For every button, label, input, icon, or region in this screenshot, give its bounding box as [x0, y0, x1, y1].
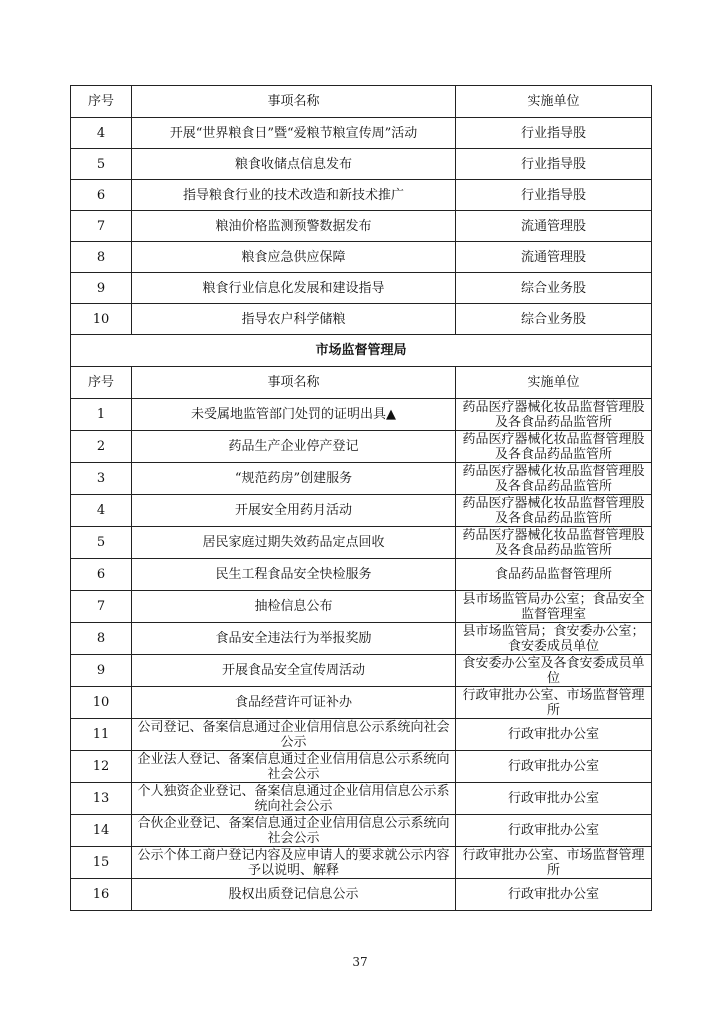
row-number: 2	[71, 431, 132, 463]
row-number: 9	[71, 655, 132, 687]
implementing-unit: 食品药品监督管理所	[456, 559, 652, 591]
row-number: 12	[71, 751, 132, 783]
implementing-unit: 流通管理股	[456, 242, 652, 273]
row-number: 4	[71, 118, 132, 149]
table-row	[71, 751, 652, 783]
item-name: 食品安全违法行为举报奖励	[132, 623, 456, 655]
document-table	[70, 85, 652, 911]
row-number: 7	[71, 211, 132, 242]
table-row	[71, 495, 652, 527]
implementing-unit: 行政审批办公室	[456, 783, 652, 815]
implementing-unit: 行政审批办公室	[456, 719, 652, 751]
row-number: 5	[71, 149, 132, 180]
item-name: 药品生产企业停产登记	[132, 431, 456, 463]
table-row	[71, 719, 652, 751]
implementing-unit: 药品医疗器械化妆品监督管理股及各食品药品监管所	[456, 527, 652, 559]
item-name: 企业法人登记、备案信息通过企业信用信息公示系统向社会公示	[132, 751, 456, 783]
table-row	[71, 879, 652, 911]
implementing-unit: 药品医疗器械化妆品监督管理股及各食品药品监管所	[456, 399, 652, 431]
header-row	[71, 86, 652, 118]
implementing-unit: 食安委办公室及各食安委成员单位	[456, 655, 652, 687]
item-name: 未受属地监管部门处罚的证明出具▲	[132, 399, 456, 431]
table-row	[71, 399, 652, 431]
table-row	[71, 211, 652, 242]
row-number: 4	[71, 495, 132, 527]
implementing-unit: 流通管理股	[456, 211, 652, 242]
table-row	[71, 463, 652, 495]
item-name: 开展安全用药月活动	[132, 495, 456, 527]
header-cell-no: 序号	[71, 86, 132, 118]
row-number: 3	[71, 463, 132, 495]
implementing-unit: 行政审批办公室、市场监督管理所	[456, 687, 652, 719]
table-row	[71, 149, 652, 180]
table-row	[71, 591, 652, 623]
table-row	[71, 180, 652, 211]
row-number: 6	[71, 559, 132, 591]
table-row	[71, 815, 652, 847]
item-name: “规范药房”创建服务	[132, 463, 456, 495]
row-number: 16	[71, 879, 132, 911]
item-name: 个人独资企业登记、备案信息通过企业信用信息公示系统向社会公示	[132, 783, 456, 815]
header-cell-no: 序号	[71, 367, 132, 399]
header-cell-unit: 实施单位	[456, 367, 652, 399]
section-title: 市场监督管理局	[71, 335, 652, 367]
section-title-row	[71, 335, 652, 367]
row-number: 7	[71, 591, 132, 623]
item-name: 居民家庭过期失效药品定点回收	[132, 527, 456, 559]
implementing-unit: 行业指导股	[456, 149, 652, 180]
implementing-unit: 药品医疗器械化妆品监督管理股及各食品药品监管所	[456, 431, 652, 463]
table-row	[71, 655, 652, 687]
table-row	[71, 623, 652, 655]
implementing-unit: 药品医疗器械化妆品监督管理股及各食品药品监管所	[456, 463, 652, 495]
implementing-unit: 综合业务股	[456, 304, 652, 335]
item-name: 粮食收储点信息发布	[132, 149, 456, 180]
item-name: 食品经营许可证补办	[132, 687, 456, 719]
row-number: 6	[71, 180, 132, 211]
item-name: 民生工程食品安全快检服务	[132, 559, 456, 591]
row-number: 11	[71, 719, 132, 751]
table-row	[71, 687, 652, 719]
header-cell-name: 事项名称	[132, 86, 456, 118]
implementing-unit: 综合业务股	[456, 273, 652, 304]
row-number: 13	[71, 783, 132, 815]
item-name: 指导粮食行业的技术改造和新技术推广	[132, 180, 456, 211]
implementing-unit: 县市场监管局办公室；食品安全监督管理室	[456, 591, 652, 623]
implementing-unit: 行政审批办公室	[456, 751, 652, 783]
row-number: 1	[71, 399, 132, 431]
row-number: 14	[71, 815, 132, 847]
implementing-unit: 药品医疗器械化妆品监督管理股及各食品药品监管所	[456, 495, 652, 527]
implementing-unit: 行业指导股	[456, 118, 652, 149]
table-row	[71, 527, 652, 559]
header-cell-unit: 实施单位	[456, 86, 652, 118]
row-number: 8	[71, 242, 132, 273]
row-number: 10	[71, 687, 132, 719]
table-row	[71, 783, 652, 815]
item-name: 指导农户科学储粮	[132, 304, 456, 335]
implementing-unit: 行政审批办公室	[456, 879, 652, 911]
item-name: 粮油价格监测预警数据发布	[132, 211, 456, 242]
table-row	[71, 118, 652, 149]
table-row	[71, 273, 652, 304]
row-number: 9	[71, 273, 132, 304]
item-name: 粮食行业信息化发展和建设指导	[132, 273, 456, 304]
implementing-unit: 行业指导股	[456, 180, 652, 211]
row-number: 10	[71, 304, 132, 335]
table-row	[71, 431, 652, 463]
implementing-unit: 行政审批办公室	[456, 815, 652, 847]
row-number: 15	[71, 847, 132, 879]
implementing-unit: 县市场监管局；食安委办公室；食安委成员单位	[456, 623, 652, 655]
item-name: 股权出质登记信息公示	[132, 879, 456, 911]
row-number: 5	[71, 527, 132, 559]
table-row	[71, 559, 652, 591]
item-name: 合伙企业登记、备案信息通过企业信用信息公示系统向社会公示	[132, 815, 456, 847]
item-name: 粮食应急供应保障	[132, 242, 456, 273]
table-row	[71, 242, 652, 273]
table-row	[71, 304, 652, 335]
item-name: 公示个体工商户登记内容及应申请人的要求就公示内容予以说明、解释	[132, 847, 456, 879]
item-name: 开展食品安全宣传周活动	[132, 655, 456, 687]
implementing-unit: 行政审批办公室、市场监督管理所	[456, 847, 652, 879]
item-name: 开展“世界粮食日”暨“爱粮节粮宣传周”活动	[132, 118, 456, 149]
item-name: 抽检信息公布	[132, 591, 456, 623]
header-row	[71, 367, 652, 399]
item-name: 公司登记、备案信息通过企业信用信息公示系统向社会公示	[132, 719, 456, 751]
header-cell-name: 事项名称	[132, 367, 456, 399]
table-row	[71, 847, 652, 879]
row-number: 8	[71, 623, 132, 655]
page-number: 37	[352, 955, 368, 969]
